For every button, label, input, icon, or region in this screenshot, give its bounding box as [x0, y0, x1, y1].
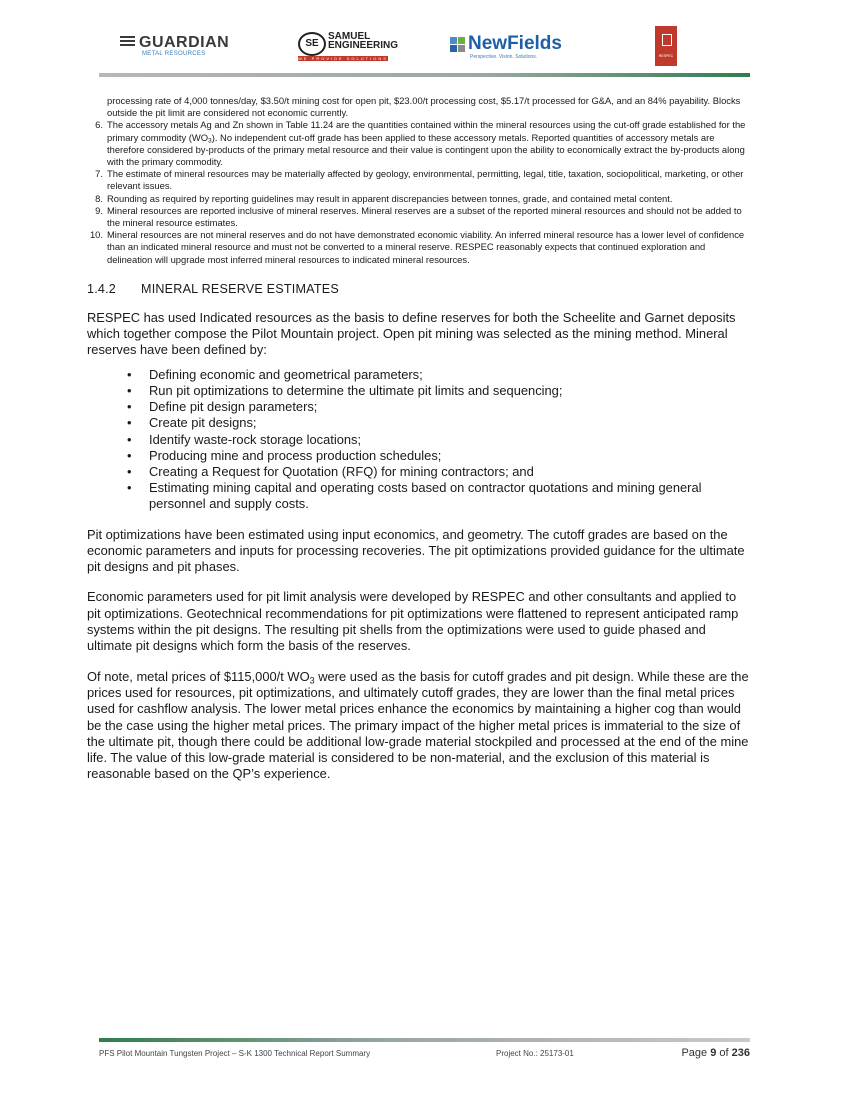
guardian-logo — [120, 34, 229, 74]
bullet-item: • Define pit design parameters; — [127, 399, 318, 415]
bullet-item: • Creating a Request for Quotation (RFQ) for mining contractors; and — [127, 463, 534, 479]
body-paragraph: Of note, metal prices of $115,000/t $WO_3$ were used as the basis for cutoff grades and pit design. While these are the prices used for resources, pit optimizations, and ultimately cutoff grades, they are lower than the final metal prices used for cashflow analysis. The lower metal prices enhance the economics by maintaining a higher cog than would be the case using the higher metal prices. The primary impact of the higher metal prices is immaterial to the size of the ultimate pit, though there could be additional low-grade material stockpiled and processed at the end of the mine life. The value of this low-grade material is considered to be non-material, and the exclusion of this material is reasonable based on the QP’s experience. — [87, 668, 749, 782]
bullet-item: • Estimating mining capital and operating costs based on contractor quotations and mining general personnel and supply costs. — [127, 480, 702, 512]
bullet-icon: • — [127, 480, 132, 496]
note-item: 10. Mineral resources are not mineral reserves and do not have demonstrated economic viability. An inferred mineral resource has a lower level of confidence than an indicated mineral resource and must not be converted to a mineral reserve. RESPEC reasonably expects that continued exploration and delineation will upgrade most inferred mineral resources to indicated mineral resources. — [89, 229, 745, 265]
samuel-engineering-mark: SE — [298, 32, 326, 56]
guardian-logo-subtitle: METAL RESOURCES — [142, 51, 206, 57]
footer-project-number: Project No.: 25173-01 — [496, 1049, 574, 1058]
footer-divider — [99, 1038, 750, 1042]
samuel-logo-line1: SAMUEL — [328, 31, 371, 42]
resource-notes-list — [87, 95, 750, 266]
guardian-mark-icon — [120, 36, 135, 46]
page-header — [100, 26, 750, 72]
bullet-item: • Producing mine and process production schedules; — [127, 447, 442, 463]
note-item: 8. Rounding as required by reporting guidelines may result in apparent discrepancies between tonnes, grade, and contained metal content. — [95, 192, 673, 204]
header-divider — [99, 73, 750, 77]
newfields-logo-name: NewFields — [468, 33, 562, 54]
newfields-logo-tagline: Perspective. Vision. Solutions. — [470, 54, 538, 60]
note-item: 6. The accessory metals Ag and Zn shown in Table 11.24 are the quantities contained within the mineral resources using the cut-off grade established for the primary commodity $(WO_3)$. No independent cut-off grade has been applied to these accessory metals. Reported quantities of accessory metals are therefore considered by-products of the primary metal resource and their value is contingent upon the ability to economically extract the by-products along with the primary commodity. — [95, 119, 746, 168]
bullet-icon: • — [127, 431, 132, 447]
respec-logo-text: RESPEC — [658, 54, 674, 58]
section-number: 1.4.2 — [87, 281, 117, 296]
bullet-item: • Identify waste-rock storage locations; — [127, 431, 362, 447]
note-item: 7. The estimate of mineral resources may be materially affected by geology, environmental, permitting, legal, title, taxation, sociopolitical, marketing, or other relevant issues. — [95, 168, 744, 192]
body-paragraph: Economic parameters used for pit limit analysis were developed by RESPEC and other consultants and applied to pit optimizations. Geotechnical recommendations for pit optimizations were flattened to represent anticipated ramp systems within the pit designs. The resulting pit shells from the optimizations were used to guide phased and ultimate pit designs which form the basis of the reserves. — [87, 589, 739, 654]
note-item: 9. Mineral resources are reported inclusive of mineral reserves. Mineral reserves are a subset of the reported mineral resources and should not be added to the mineral resource estimates. — [95, 204, 742, 229]
page-content — [87, 95, 750, 783]
bullet-icon: • — [127, 399, 132, 415]
samuel-logo-tagline: WE PROVIDE SOLUTIONS — [298, 56, 388, 61]
bullet-item: • Run pit optimizations to determine the ultimate pit limits and sequencing; — [127, 382, 563, 398]
section-title: MINERAL RESERVE ESTIMATES — [141, 281, 339, 296]
body-paragraph: RESPEC has used Indicated resources as the basis to define reserves for both the Scheelite and Garnet deposits which together compose the Pilot Mountain project. Open pit mining was selected as the mining method. Mineral reserves have been defined by: — [87, 309, 736, 358]
body-paragraph: Pit optimizations have been estimated using input economics, and geometry. The cutoff grades are based on the economic parameters and inputs for processing recoveries. The pit optimizations provided guidance for the ultimate pit designs and pit phases. — [87, 526, 745, 575]
footer-report-title: PFS Pilot Mountain Tungsten Project – S-K 1300 Technical Report Summary — [99, 1049, 371, 1058]
respec-mark-icon — [662, 34, 672, 46]
note-continuation: processing rate of 4,000 tonnes/day, $3.50/t mining cost for open pit, $23.00/t processing cost, $5.17/t processed for G&A, and an 84% payability. Blocks outside the pit limit are considered not economic currently. — [107, 95, 741, 119]
page-footer — [99, 1047, 750, 1063]
respec-logo — [655, 26, 677, 66]
section-heading — [87, 282, 750, 296]
bullet-icon: • — [127, 415, 132, 431]
bullet-item: • Create pit designs; — [127, 415, 257, 431]
footer-page-number: Page 9 of 236 — [681, 1047, 750, 1059]
bullet-icon: • — [127, 382, 132, 398]
newfields-squares-icon — [450, 37, 466, 53]
bullet-icon: • — [127, 447, 132, 463]
bullet-icon: • — [127, 463, 132, 479]
samuel-logo-line2: ENGINEERING — [328, 40, 399, 51]
bullet-icon: • — [127, 366, 132, 382]
bullet-item: • Defining economic and geometrical parameters; — [127, 366, 423, 382]
reserve-steps-list — [87, 367, 750, 513]
guardian-logo-title: GUARDIAN — [139, 34, 230, 51]
